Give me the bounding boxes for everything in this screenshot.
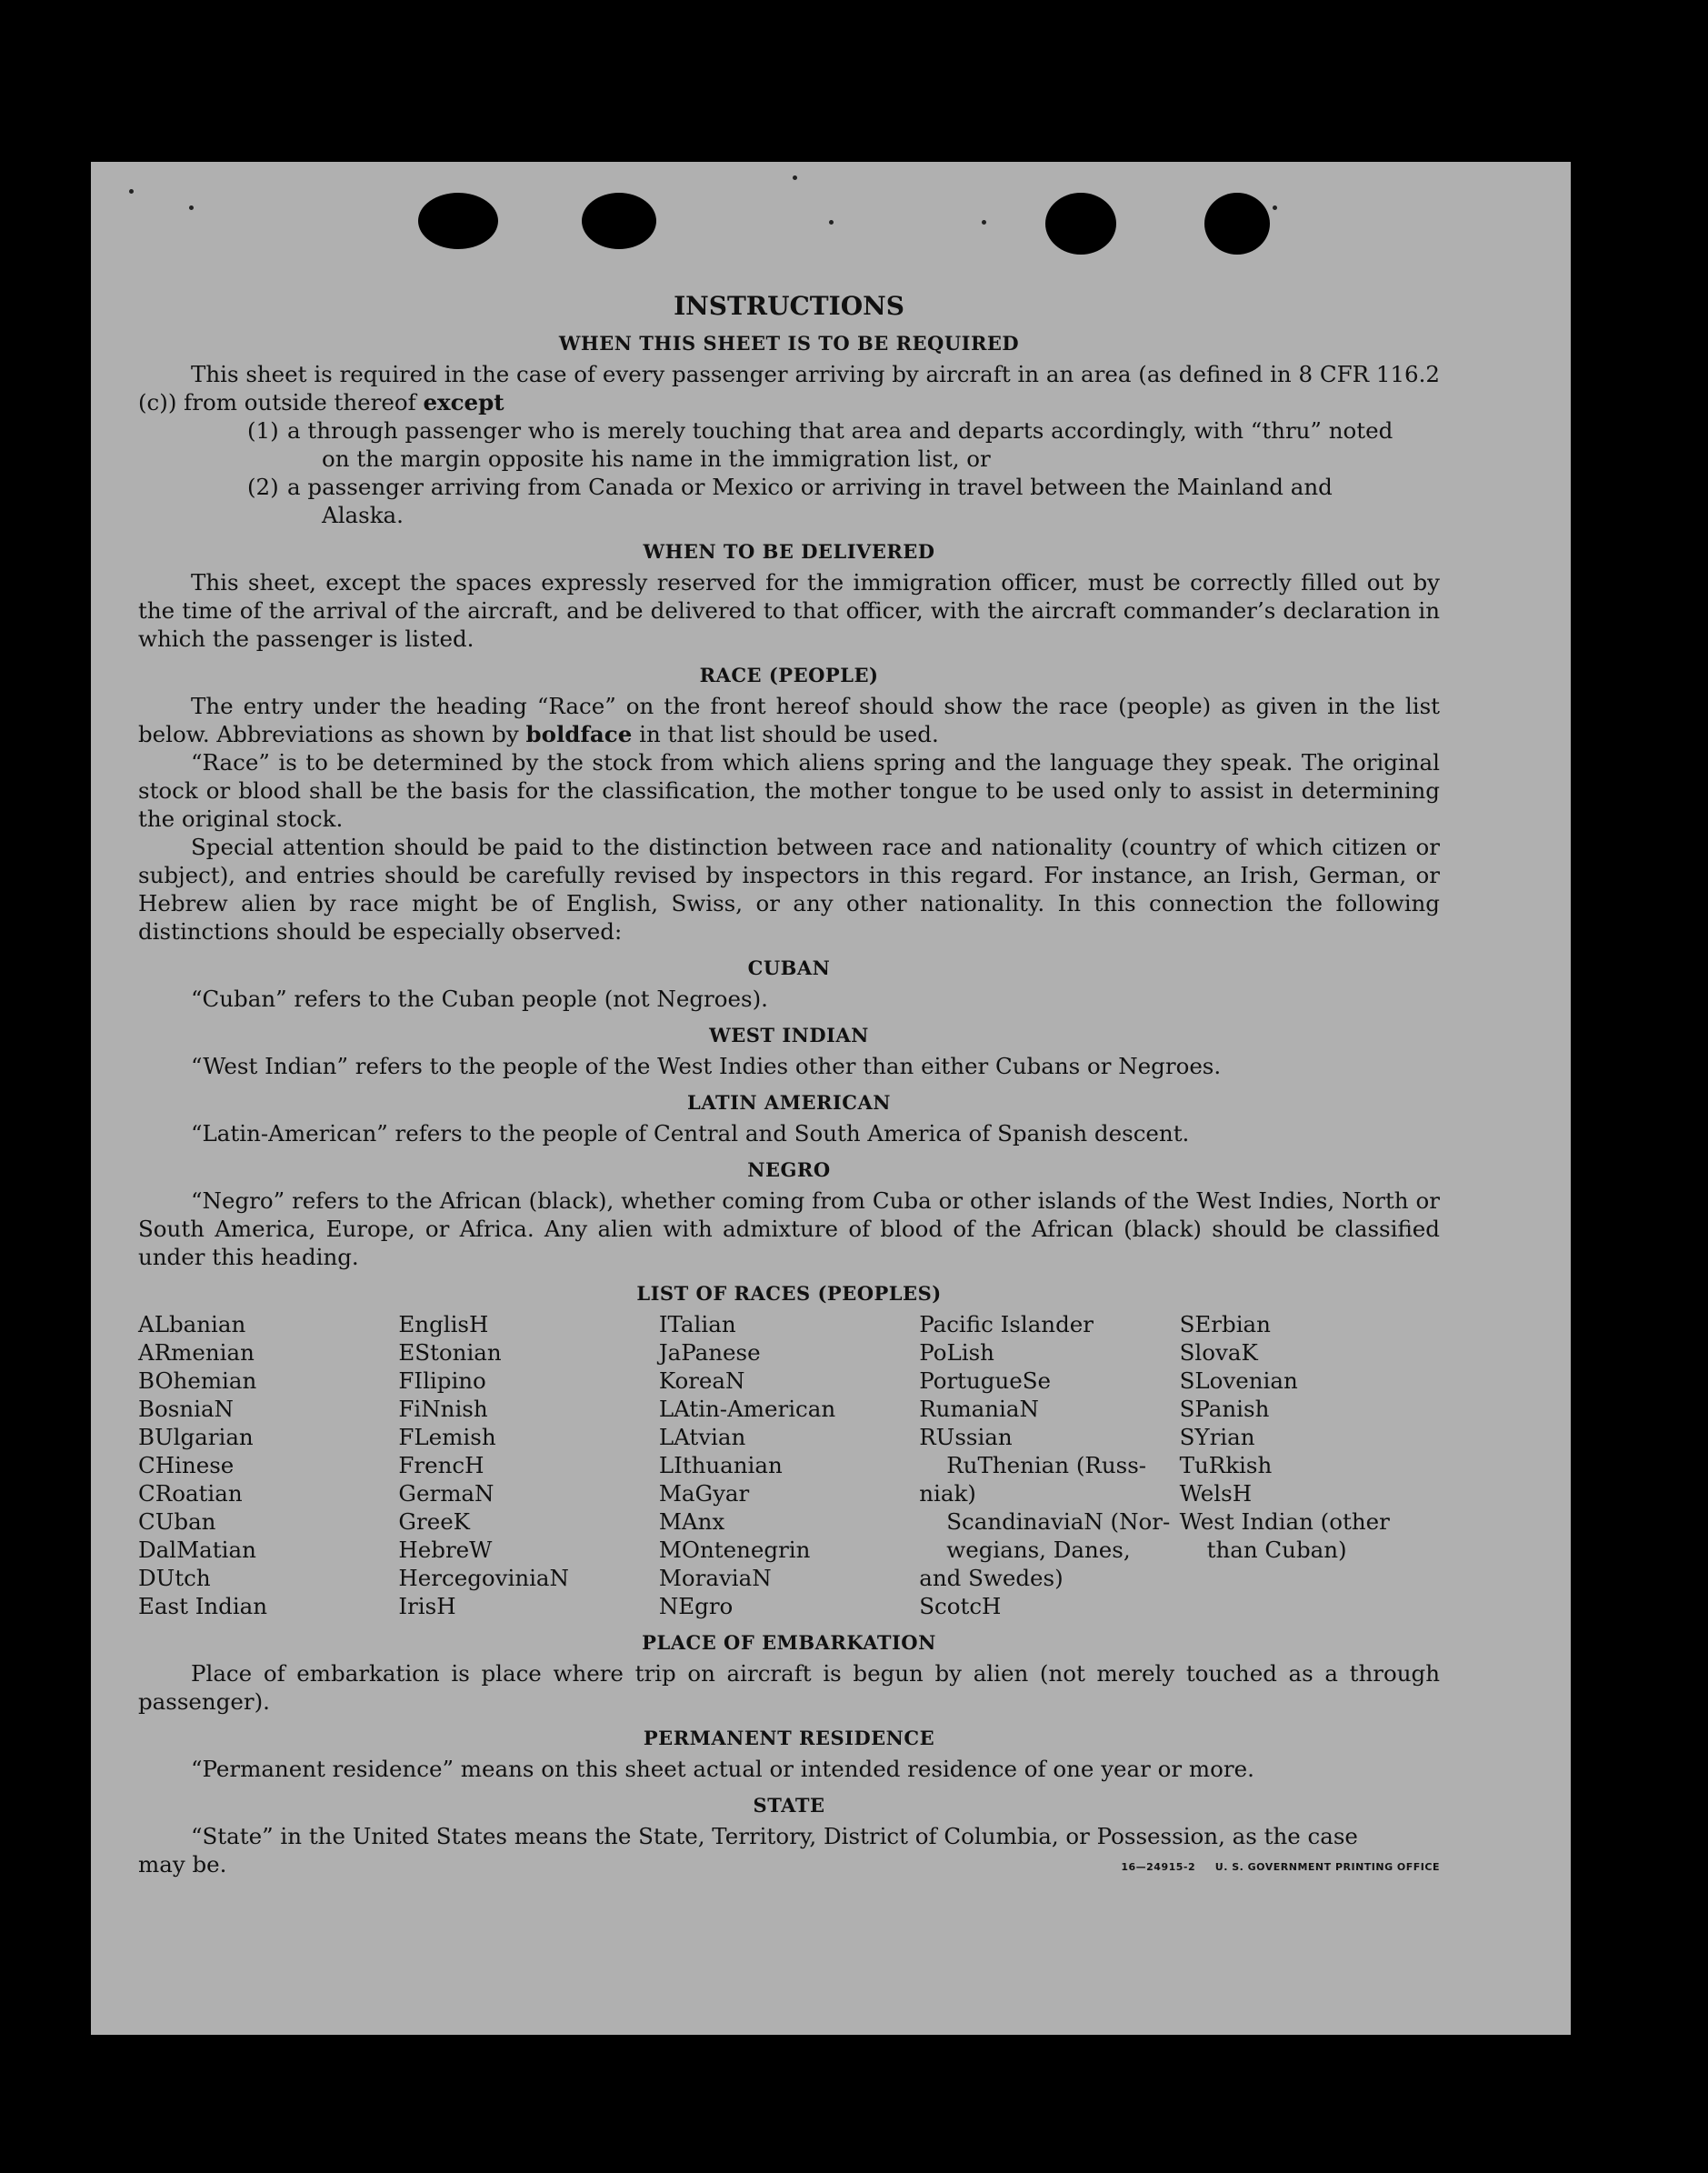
race-entry: KoreaN <box>658 1367 745 1394</box>
race-entry: LAtvian <box>658 1424 746 1450</box>
race-entry: PortugueSe <box>919 1367 1052 1394</box>
heading-west-indian: WEST INDIAN <box>709 1024 869 1046</box>
races-column-3 <box>659 1310 919 1620</box>
exception-2: (2) a passenger arriving from Canada or Mexico or arriving in travel between the Mainland and Alaska. <box>247 474 1333 528</box>
race-entry: CHinese <box>138 1452 235 1478</box>
speck <box>982 220 986 225</box>
race-entry: CRoatian <box>138 1480 243 1507</box>
race-entry: EStonian <box>398 1339 502 1366</box>
heading-state: STATE <box>753 1794 825 1817</box>
delivered-text: This sheet, except the spaces expressly reserved for the immigration officer, must be correctly filled out by the time of the arrival of the aircraft, and be delivered to that officer, with the aircraft commander’s declaration in which the passenger is listed. <box>138 569 1440 652</box>
heading-required: WHEN THIS SHEET IS TO BE REQUIRED <box>558 332 1020 355</box>
race-entry: ALbanian <box>138 1311 246 1337</box>
race-entry: than Cuban) <box>1206 1537 1347 1563</box>
race-entry: wegians, Danes, <box>946 1537 1131 1563</box>
race-entry: SPanish <box>1179 1396 1270 1422</box>
race-entry: ScotcH <box>919 1593 1002 1619</box>
race-entry: ScandinaviaN (Nor- <box>946 1508 1171 1535</box>
residence-text: “Permanent residence” means on this sheet actual or intended residence of one year or more. <box>191 1756 1254 1782</box>
race-entry: MoraviaN <box>658 1565 772 1591</box>
race-entry: CUban <box>138 1508 216 1535</box>
race-entry: SYrian <box>1179 1424 1255 1450</box>
race-entry: HebreW <box>398 1537 493 1563</box>
race-p3: Special attention should be paid to the distinction between race and nationality (country of which citizen or subject), and entries should be carefully revised by inspectors in this regard. For instance, an Irish, German, or Hebrew alien by race might be of English, Swiss, or any other nationality. In this connection the following distinctions should be especially observed: <box>138 834 1440 945</box>
race-entry: ARmenian <box>138 1339 255 1366</box>
heading-cuban: CUBAN <box>747 956 831 979</box>
heading-latin-american: LATIN AMERICAN <box>687 1091 891 1114</box>
race-entry: PoLish <box>919 1339 994 1366</box>
race-entry: RumaniaN <box>919 1396 1039 1422</box>
speck <box>189 205 194 210</box>
race-entry: BosniaN <box>138 1396 234 1422</box>
race-entry: BOhemian <box>138 1367 257 1394</box>
race-entry: MaGyar <box>658 1480 750 1507</box>
races-list <box>138 1310 1440 1620</box>
heading-delivered: WHEN TO BE DELIVERED <box>643 540 935 563</box>
speck <box>129 189 134 194</box>
races-column-2 <box>398 1310 658 1620</box>
printer-imprint: U. S. GOVERNMENT PRINTING OFFICE <box>1214 1861 1440 1873</box>
race-entry: GreeK <box>398 1508 470 1535</box>
race-entry: and Swedes) <box>919 1565 1064 1591</box>
state-text-last: may be. <box>138 1851 227 1878</box>
west-indian-text: “West Indian” refers to the people of the West Indies other than either Cubans or Negroes. <box>191 1053 1222 1079</box>
race-entry: RUssian <box>919 1424 1013 1450</box>
race-entry: MAnx <box>658 1508 725 1535</box>
races-column-5 <box>1180 1310 1440 1620</box>
race-entry: Pacific Islander <box>919 1311 1094 1337</box>
speck <box>1273 205 1277 210</box>
punch-hole <box>1204 193 1270 255</box>
form-footer <box>1121 1850 1440 1878</box>
exception-1: (1) a through passenger who is merely touching that area and departs accordingly, with “thru” noted on the margin opposite his name in the immigration list, or <box>247 417 1393 472</box>
page-title: INSTRUCTIONS <box>674 291 904 321</box>
race-entry: FrencH <box>398 1452 484 1478</box>
race-entry: East Indian <box>138 1593 268 1619</box>
race-entry: BUlgarian <box>138 1424 254 1450</box>
heading-race: RACE (PEOPLE) <box>699 664 879 686</box>
race-entry: GermaN <box>398 1480 494 1507</box>
heading-negro: NEGRO <box>747 1158 831 1181</box>
speck <box>829 220 834 225</box>
punch-hole <box>418 193 498 249</box>
embarkation-text: Place of embarkation is place where trip on aircraft is begun by alien (not merely touched as a through passenger). <box>138 1660 1440 1715</box>
race-entry: FIlipino <box>398 1367 486 1394</box>
race-entry: EnglisH <box>398 1311 489 1337</box>
cuban-text: “Cuban” refers to the Cuban people (not Negroes). <box>191 986 768 1012</box>
race-p2: “Race” is to be determined by the stock from which aliens spring and the language they speak. The original stock or blood shall be the basis for the classification, the mother tongue to be used only to assist in determining the original stock. <box>138 749 1440 832</box>
latin-american-text: “Latin-American” refers to the people of Central and South America of Spanish descent. <box>191 1120 1190 1147</box>
race-entry: DUtch <box>138 1565 211 1591</box>
race-entry: WelsH <box>1179 1480 1253 1507</box>
race-entry: DalMatian <box>138 1537 256 1563</box>
race-entry: SlovaK <box>1179 1339 1258 1366</box>
race-entry: NEgro <box>658 1593 734 1619</box>
punch-hole <box>582 193 656 249</box>
negro-text: “Negro” refers to the African (black), whether coming from Cuba or other islands of the West Indies, North or South America, Europe, or Africa. Any alien with admixture of blood of the African (black) should be classified under this heading. <box>138 1187 1440 1270</box>
required-intro: This sheet is required in the case of every passenger arriving by aircraft in an area (as defined in 8 CFR 116.2 (c)) from outside thereof except <box>138 361 1440 416</box>
race-entry: SLovenian <box>1179 1367 1298 1394</box>
race-entry: MOntenegrin <box>658 1537 811 1563</box>
race-entry: RuThenian (Russ- <box>946 1452 1147 1478</box>
race-entry: SErbian <box>1179 1311 1271 1337</box>
heading-residence: PERMANENT RESIDENCE <box>643 1727 935 1749</box>
heading-embarkation: PLACE OF EMBARKATION <box>642 1631 936 1654</box>
heading-list-of-races: LIST OF RACES (PEOPLES) <box>636 1282 942 1305</box>
speck <box>793 175 797 180</box>
document-sheet <box>91 162 1571 2035</box>
races-column-4 <box>919 1310 1179 1620</box>
state-text: “State” in the United States means the State, Territory, District of Columbia, or Possession, as the case <box>191 1823 1358 1849</box>
race-entry: HercegoviniaN <box>398 1565 569 1591</box>
instructions-content <box>138 291 1440 1878</box>
race-p1: The entry under the heading “Race” on the front hereof should show the race (people) as given in the list below. Abbreviations as shown by boldface in that list should be used. <box>138 693 1440 747</box>
race-entry: LIthuanian <box>658 1452 783 1478</box>
race-entry: FLemish <box>398 1424 496 1450</box>
race-entry: West Indian (other <box>1179 1508 1390 1535</box>
races-column-1 <box>138 1310 398 1620</box>
punch-hole <box>1045 193 1116 255</box>
form-code: 16—24915-2 <box>1121 1861 1196 1873</box>
race-entry: ITalian <box>658 1311 736 1337</box>
state-text-end <box>138 1850 1440 1878</box>
race-entry: TuRkish <box>1179 1452 1273 1478</box>
race-entry: JaPanese <box>658 1339 761 1366</box>
race-entry: niak) <box>919 1480 976 1507</box>
race-entry: FiNnish <box>398 1396 488 1422</box>
race-entry: IrisH <box>398 1593 456 1619</box>
race-entry: LAtin-American <box>658 1396 836 1422</box>
